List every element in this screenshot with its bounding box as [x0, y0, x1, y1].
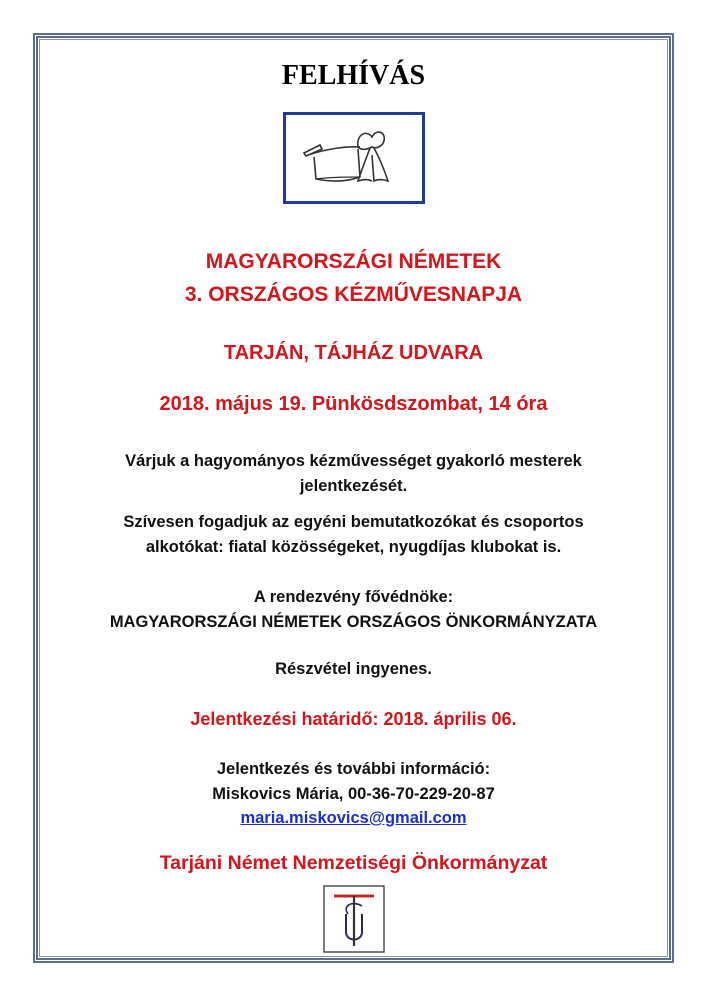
contact-label: Jelentkezés és további információ: — [216, 760, 491, 778]
body-p1-line1: Várjuk a hagyományos kézművességet gyakorló mesterek — [125, 452, 582, 470]
event-logo — [283, 112, 425, 204]
patron-name: MAGYARORSZÁGI NÉMETEK ORSZÁGOS ÖNKORMÁNYZATA — [109, 613, 598, 631]
body-p2-line1: Szívesen fogadjuk az egyéni bemutatkozókat és csoportos — [123, 513, 584, 531]
patron-label: A rendezvény fővédnöke: — [253, 588, 454, 606]
contact-person: Miskovics Mária, 00-36-70-229-20-87 — [212, 785, 495, 803]
page-title: FELHÍVÁS — [281, 60, 426, 91]
event-name-line2: 3. ORSZÁGOS KÉZMŰVESNAPJA — [184, 283, 523, 306]
organizer-name: Tarjáni Német Nemzetiségi Önkormányzat — [159, 852, 548, 874]
event-name-line1: MAGYARORSZÁGI NÉMETEK — [205, 250, 502, 273]
organizer-seal — [322, 884, 386, 954]
event-date: 2018. május 19. Pünkösdszombat, 14 óra — [159, 393, 548, 415]
deadline: Jelentkezési határidő: 2018. április 06. — [190, 709, 517, 729]
contact-email-link[interactable]: maria.miskovics@gmail.com — [240, 809, 467, 827]
body-p2-line2: alkotókat: fiatal közösségeket, nyugdíjas klubokat is. — [145, 538, 562, 556]
body-p1-line2: jelentkezését. — [299, 477, 408, 495]
participation-free: Részvétel ingyenes. — [275, 660, 432, 678]
event-location: TARJÁN, TÁJHÁZ UDVARA — [223, 342, 484, 364]
bonnet-icon — [286, 115, 422, 201]
monogram-icon — [322, 884, 386, 954]
